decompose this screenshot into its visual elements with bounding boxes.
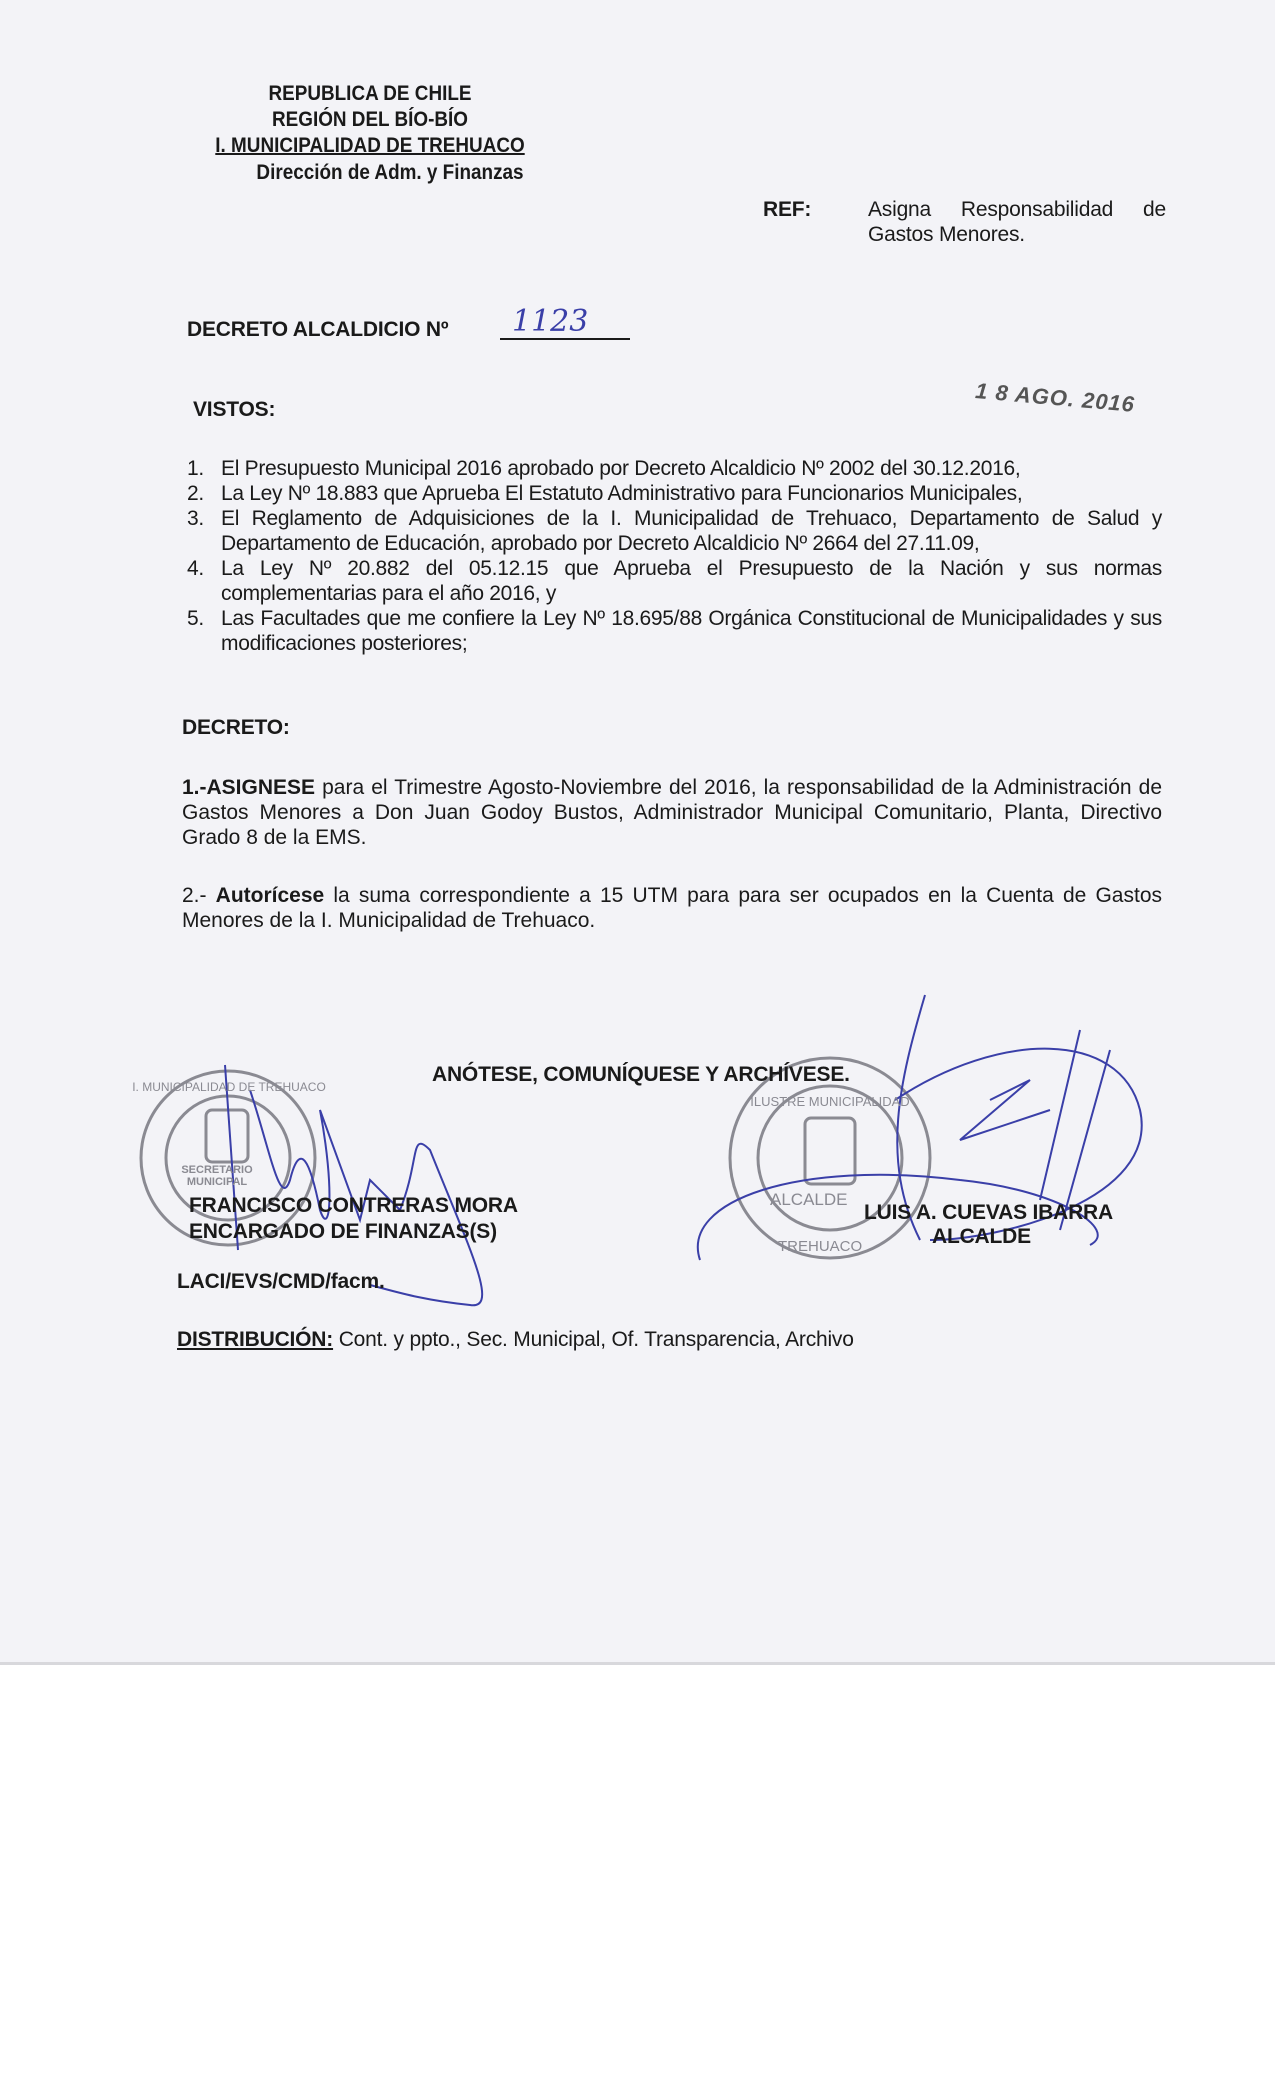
item-text: El Presupuesto Municipal 2016 aprobado por Decreto Alcaldicio Nº 2002 del 30.12.2016, <box>221 457 1021 480</box>
right-mayor-stamp <box>730 1058 930 1258</box>
decree-number-handwritten: 1123 <box>512 304 589 339</box>
item-text: La Ley Nº 20.882 del 05.12.15 que Aprueba el Presupuesto de la Nación y sus normas complementarias para el año 2016, y <box>221 557 1162 605</box>
distribution-label: DISTRIBUCIÓN: <box>177 1328 334 1351</box>
distribution-text: Cont. y ppto., Sec. Municipal, Of. Transparencia, Archivo <box>333 1328 854 1351</box>
item-number: 3. <box>187 507 204 530</box>
ref-line-2: Gastos Menores. <box>868 223 1025 246</box>
header-region: REGIÓN DEL BÍO-BÍO <box>271 108 469 131</box>
item-number: 1. <box>187 457 204 480</box>
ref-line-1: Asigna Responsabilidad de <box>868 198 1166 221</box>
right-stamp-ring-top: ILUSTRE MUNICIPALIDAD <box>750 1094 910 1109</box>
distribution-line <box>177 1328 854 1352</box>
closing-formula: ANÓTESE, COMUNÍQUESE Y ARCHÍVESE. <box>432 1063 850 1086</box>
right-signatory-name: LUIS A. CUEVAS IBARRA <box>864 1201 1113 1224</box>
paragraph-number: 2.- <box>182 884 216 907</box>
right-stamp-ring-bottom: TREHUACO <box>778 1238 863 1255</box>
item-number: 2. <box>187 482 204 505</box>
right-stamp-center: ALCALDE <box>770 1190 848 1209</box>
vistos-title: VISTOS: <box>193 398 276 421</box>
right-signatory-title: ALCALDE <box>932 1225 1031 1248</box>
ref-label: REF: <box>763 198 812 221</box>
item-number: 5. <box>187 607 204 630</box>
paragraph-text: para el Trimestre Agosto-Noviembre del 2016, la responsabilidad de la Administración de Gastos Menores a Don Juan Godoy Bustos, Administrador Municipal Comunitario, Planta, Directivo Grado 8 de la EMS. <box>182 776 1162 849</box>
item-text: La Ley Nº 18.883 que Aprueba El Estatuto Administrativo para Funcionarios Municipales, <box>221 482 1023 505</box>
left-signatory-name: FRANCISCO CONTRERAS MORA <box>189 1194 518 1217</box>
left-stamp-center: SECRETARIO MUNICIPAL <box>181 1164 253 1188</box>
paragraph-text: la suma correspondiente a 15 UTM para para ser ocupados en la Cuenta de Gastos Menores de la I. Municipalidad de Trehuaco. <box>182 884 1163 932</box>
header-department: Dirección de Adm. y Finanzas <box>256 161 524 184</box>
reference-initials: LACI/EVS/CMD/facm. <box>177 1270 385 1293</box>
header-republic: REPUBLICA DE CHILE <box>268 82 472 105</box>
left-stamp-ring: I. MUNICIPALIDAD DE TREHUACO <box>132 1080 326 1094</box>
decree-label: DECRETO ALCALDICIO Nº <box>187 318 449 341</box>
decreto-title: DECRETO: <box>182 716 290 739</box>
item-text: El Reglamento de Adquisiciones de la I. Municipalidad de Trehuaco, Departamento de Salud y Departamento de Educación, aprobado por Decreto Alcaldicio Nº 2664 del 27.11.09, <box>221 507 1162 555</box>
assign-keyword: 1.-ASIGNESE <box>182 776 316 799</box>
authorize-keyword: Autorícese <box>215 884 325 907</box>
item-number: 4. <box>187 557 204 580</box>
left-signatory-title: ENCARGADO DE FINANZAS(S) <box>189 1220 497 1243</box>
header-municipality: I. MUNICIPALIDAD DE TREHUACO <box>215 134 525 157</box>
item-text: Las Facultades que me confiere la Ley Nº 18.695/88 Orgánica Constitucional de Municipalidades y sus modificaciones posteriores; <box>221 607 1162 655</box>
date-stamp: 1 8 AGO. 2016 <box>974 378 1137 417</box>
